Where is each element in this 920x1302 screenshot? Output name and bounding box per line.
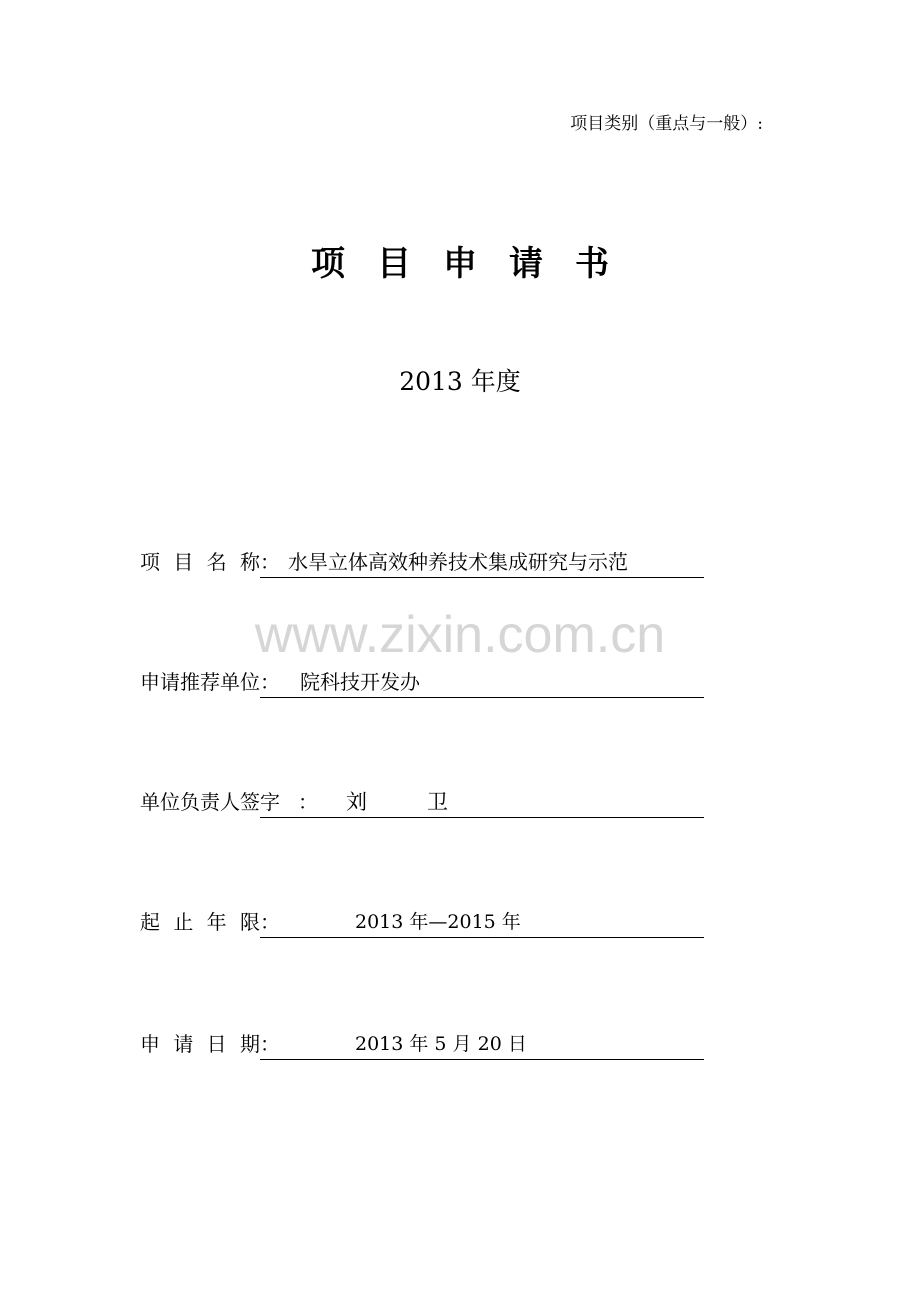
- field-recommending-unit-label: 申请推荐单位: [140, 670, 260, 694]
- label-char: 称: [239, 550, 260, 574]
- field-period: [140, 906, 704, 938]
- field-colon: ：: [260, 670, 280, 694]
- field-signature: [140, 786, 704, 818]
- signature-given-name: 卫: [427, 790, 448, 814]
- year-label: 2013 年度: [399, 367, 521, 396]
- label-char: 限: [239, 910, 260, 934]
- underline: [260, 817, 704, 818]
- watermark: www.zixin.com.cn: [254, 606, 666, 664]
- underline: [260, 577, 704, 578]
- label-char: 日: [206, 1032, 227, 1056]
- period-value: 2013 年—2015 年: [355, 911, 521, 933]
- project-category-label: 项目类别（重点与一般）:: [570, 114, 763, 134]
- label-char: 请: [173, 1032, 194, 1056]
- underline: [260, 1059, 704, 1060]
- label-char: 申: [140, 1032, 160, 1056]
- field-period-label: [140, 909, 260, 935]
- field-project-name: [140, 546, 704, 578]
- label-char: 名: [206, 550, 227, 574]
- underline: [260, 697, 704, 698]
- project-name-value: 水旱立体高效种养技术集成研究与示范: [288, 550, 628, 574]
- field-colon: ：: [260, 1032, 280, 1056]
- label-char: 目: [173, 550, 194, 574]
- label-char: 止: [173, 910, 194, 934]
- field-apply-date: [140, 1028, 704, 1060]
- field-colon: ：: [260, 550, 280, 574]
- signature-surname: 刘: [346, 790, 367, 814]
- document-title: 项目申请书: [311, 244, 641, 284]
- label-char: 年: [206, 910, 227, 934]
- field-recommending-unit: [140, 666, 704, 698]
- apply-date-value: 2013 年 5 月 20 日: [355, 1033, 527, 1055]
- field-project-name-label: [140, 549, 260, 575]
- field-colon: ：: [298, 790, 318, 814]
- field-colon: ：: [260, 910, 280, 934]
- label-char: 项: [140, 550, 160, 574]
- field-signature-label: 单位负责人签字: [140, 790, 280, 814]
- field-apply-date-label: [140, 1031, 260, 1057]
- underline: [260, 937, 704, 938]
- recommending-unit-value: 院科技开发办: [300, 670, 420, 694]
- label-char: 起: [140, 910, 160, 934]
- label-char: 期: [239, 1032, 260, 1056]
